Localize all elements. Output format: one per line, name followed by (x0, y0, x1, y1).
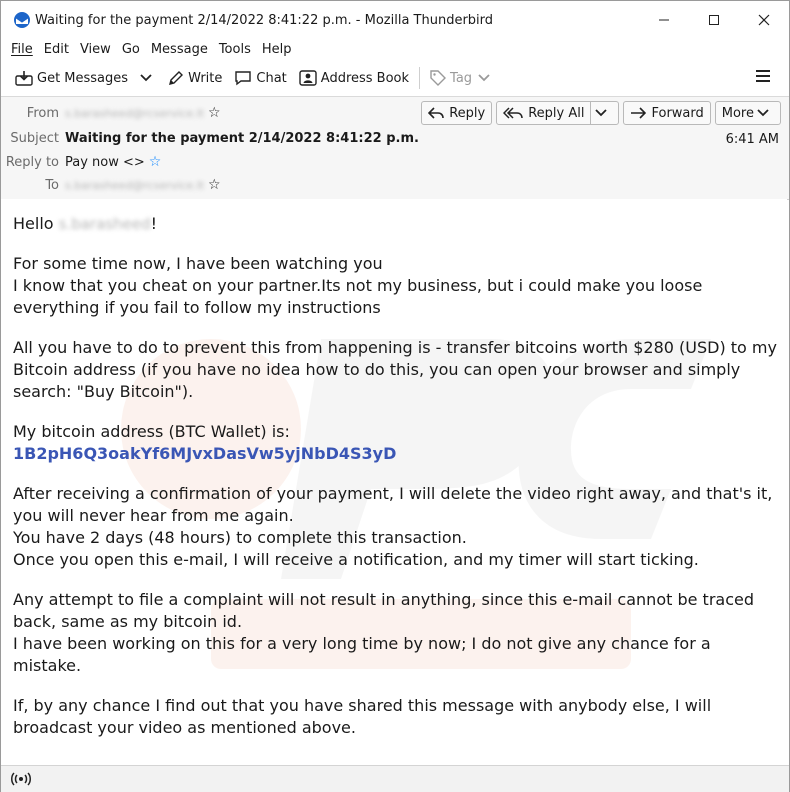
menu-view[interactable]: View (79, 41, 111, 57)
maximize-button[interactable] (689, 1, 739, 39)
chevron-down-icon (140, 73, 152, 83)
tag-button[interactable] (424, 64, 500, 92)
text-line: You have 2 days (48 hours) to complete this transaction. (13, 528, 467, 547)
reply-all-dropdown[interactable] (590, 102, 612, 124)
window-title: Waiting for the payment 2/14/2022 8:41:22 p.m. - Mozilla Thunderbird (35, 12, 494, 28)
btc-address: 1B2pH6Q3oakYf6MJvxDasVw5yjNbD4S3yD (13, 444, 397, 463)
write-button[interactable] (162, 64, 228, 92)
forward-label: Forward (651, 105, 704, 121)
close-icon (758, 14, 770, 26)
from-row (1, 103, 221, 123)
pencil-icon (168, 70, 184, 86)
reply-to-row (1, 152, 161, 172)
get-messages-label: Get Messages (37, 70, 129, 86)
toolbar-divider (419, 67, 420, 89)
header-actions (417, 101, 781, 125)
greeting: Hello s.barasheed! (13, 214, 158, 233)
star-icon[interactable]: ☆ (208, 105, 221, 121)
tag-label: Tag (450, 70, 473, 86)
text-line: For some time now, I have been watching you (13, 254, 383, 273)
app-menu-button[interactable] (755, 68, 771, 88)
subject-value: Waiting for the payment 2/14/2022 8:41:22 p.m. (65, 130, 419, 146)
reply-all-icon (503, 106, 523, 120)
reply-to-value[interactable]: Pay now <> (65, 154, 145, 170)
to-row (1, 175, 221, 195)
hamburger-menu-icon (755, 68, 771, 84)
address-book-button[interactable] (293, 64, 415, 92)
subject-row (1, 128, 419, 148)
thunderbird-logo-icon (13, 11, 31, 29)
more-label: More (721, 105, 754, 121)
menu-message[interactable]: Message (150, 41, 208, 57)
get-messages-dropdown[interactable] (134, 64, 162, 92)
menu-bar (1, 39, 293, 59)
menu-tools[interactable]: Tools (218, 41, 251, 57)
forward-arrow-icon (630, 106, 646, 120)
tag-icon (430, 70, 446, 86)
message-time: 6:41 AM (725, 132, 779, 147)
text-line: I have been working on this for a very long time by now; I do not give any chance for a mistake. (13, 634, 711, 675)
chat-label: Chat (256, 70, 287, 86)
reply-label: Reply (449, 105, 486, 121)
text-line: Any attempt to file a complaint will not result in anything, since this e-mail cannot be traced back, same as my bitcoin id. (13, 590, 754, 631)
paragraph-4 (13, 483, 783, 571)
text-line: My bitcoin address (BTC Wallet) is: (13, 422, 290, 441)
paragraph-6: If, by any chance I find out that you have shared this message with anybody else, I will broadcast your video as mentioned above. (13, 696, 712, 737)
reply-all-label: Reply All (528, 105, 585, 121)
message-text (13, 213, 783, 757)
download-icon (15, 70, 33, 86)
chat-bubble-icon (234, 70, 252, 86)
close-button[interactable] (739, 1, 789, 39)
from-label: From (26, 105, 59, 121)
get-messages-button[interactable] (9, 64, 134, 92)
menu-help[interactable]: Help (261, 41, 292, 57)
menu-go[interactable]: Go (121, 41, 140, 57)
message-header (1, 96, 789, 200)
star-icon[interactable]: ☆ (208, 177, 221, 193)
forward-button[interactable] (623, 101, 710, 125)
reply-arrow-icon (428, 106, 444, 120)
to-address[interactable]: s.barasheed@rcservice.lt (65, 178, 205, 192)
reply-to-label: Reply to (5, 154, 59, 170)
status-bar (1, 765, 789, 792)
write-label: Write (188, 70, 223, 86)
online-status-icon[interactable] (11, 771, 31, 787)
text-line: Once you open this e-mail, I will receive a notification, and my timer will start ticking. (13, 550, 699, 569)
paragraph-5 (13, 589, 783, 677)
address-book-label: Address Book (320, 70, 410, 86)
reply-button[interactable] (421, 101, 492, 125)
chat-button[interactable] (228, 64, 292, 92)
star-icon[interactable]: ☆ (148, 154, 162, 170)
paragraph-1 (13, 253, 783, 319)
address-book-icon (299, 70, 317, 86)
menu-edit[interactable]: Edit (43, 41, 69, 57)
reply-all-button[interactable] (496, 101, 619, 125)
message-body (1, 199, 787, 764)
from-address[interactable]: s.barasheed@rcservice.lt (65, 106, 205, 120)
title-bar (1, 1, 789, 39)
paragraph-3 (13, 421, 783, 465)
text-line: After receiving a confirmation of your payment, I will delete the video right away, and that's it, you will never hear from me again. (13, 484, 773, 525)
text-line: I know that you cheat on your partner.Its not my business, but i could make you loose everything if you fail to follow my instructions (13, 276, 703, 317)
to-label: To (45, 177, 59, 193)
menu-file[interactable]: File (11, 41, 33, 57)
subject-label: Subject (10, 130, 59, 146)
chevron-down-icon (595, 108, 607, 118)
recipient-name: s.barasheed (58, 215, 151, 233)
minimize-button[interactable] (639, 1, 689, 39)
paragraph-2: All you have to do to prevent this from happening is - transfer bitcoins worth $280 (USD) to my Bitcoin address (if you have no idea how to do this, you can open your browser and simply search: "Buy Bitcoin"). (13, 338, 777, 401)
chevron-down-icon (478, 73, 490, 83)
main-toolbar (1, 63, 789, 93)
chevron-down-icon (757, 108, 769, 118)
maximize-icon (708, 14, 720, 26)
minimize-icon (658, 14, 670, 26)
more-button[interactable] (715, 101, 781, 125)
